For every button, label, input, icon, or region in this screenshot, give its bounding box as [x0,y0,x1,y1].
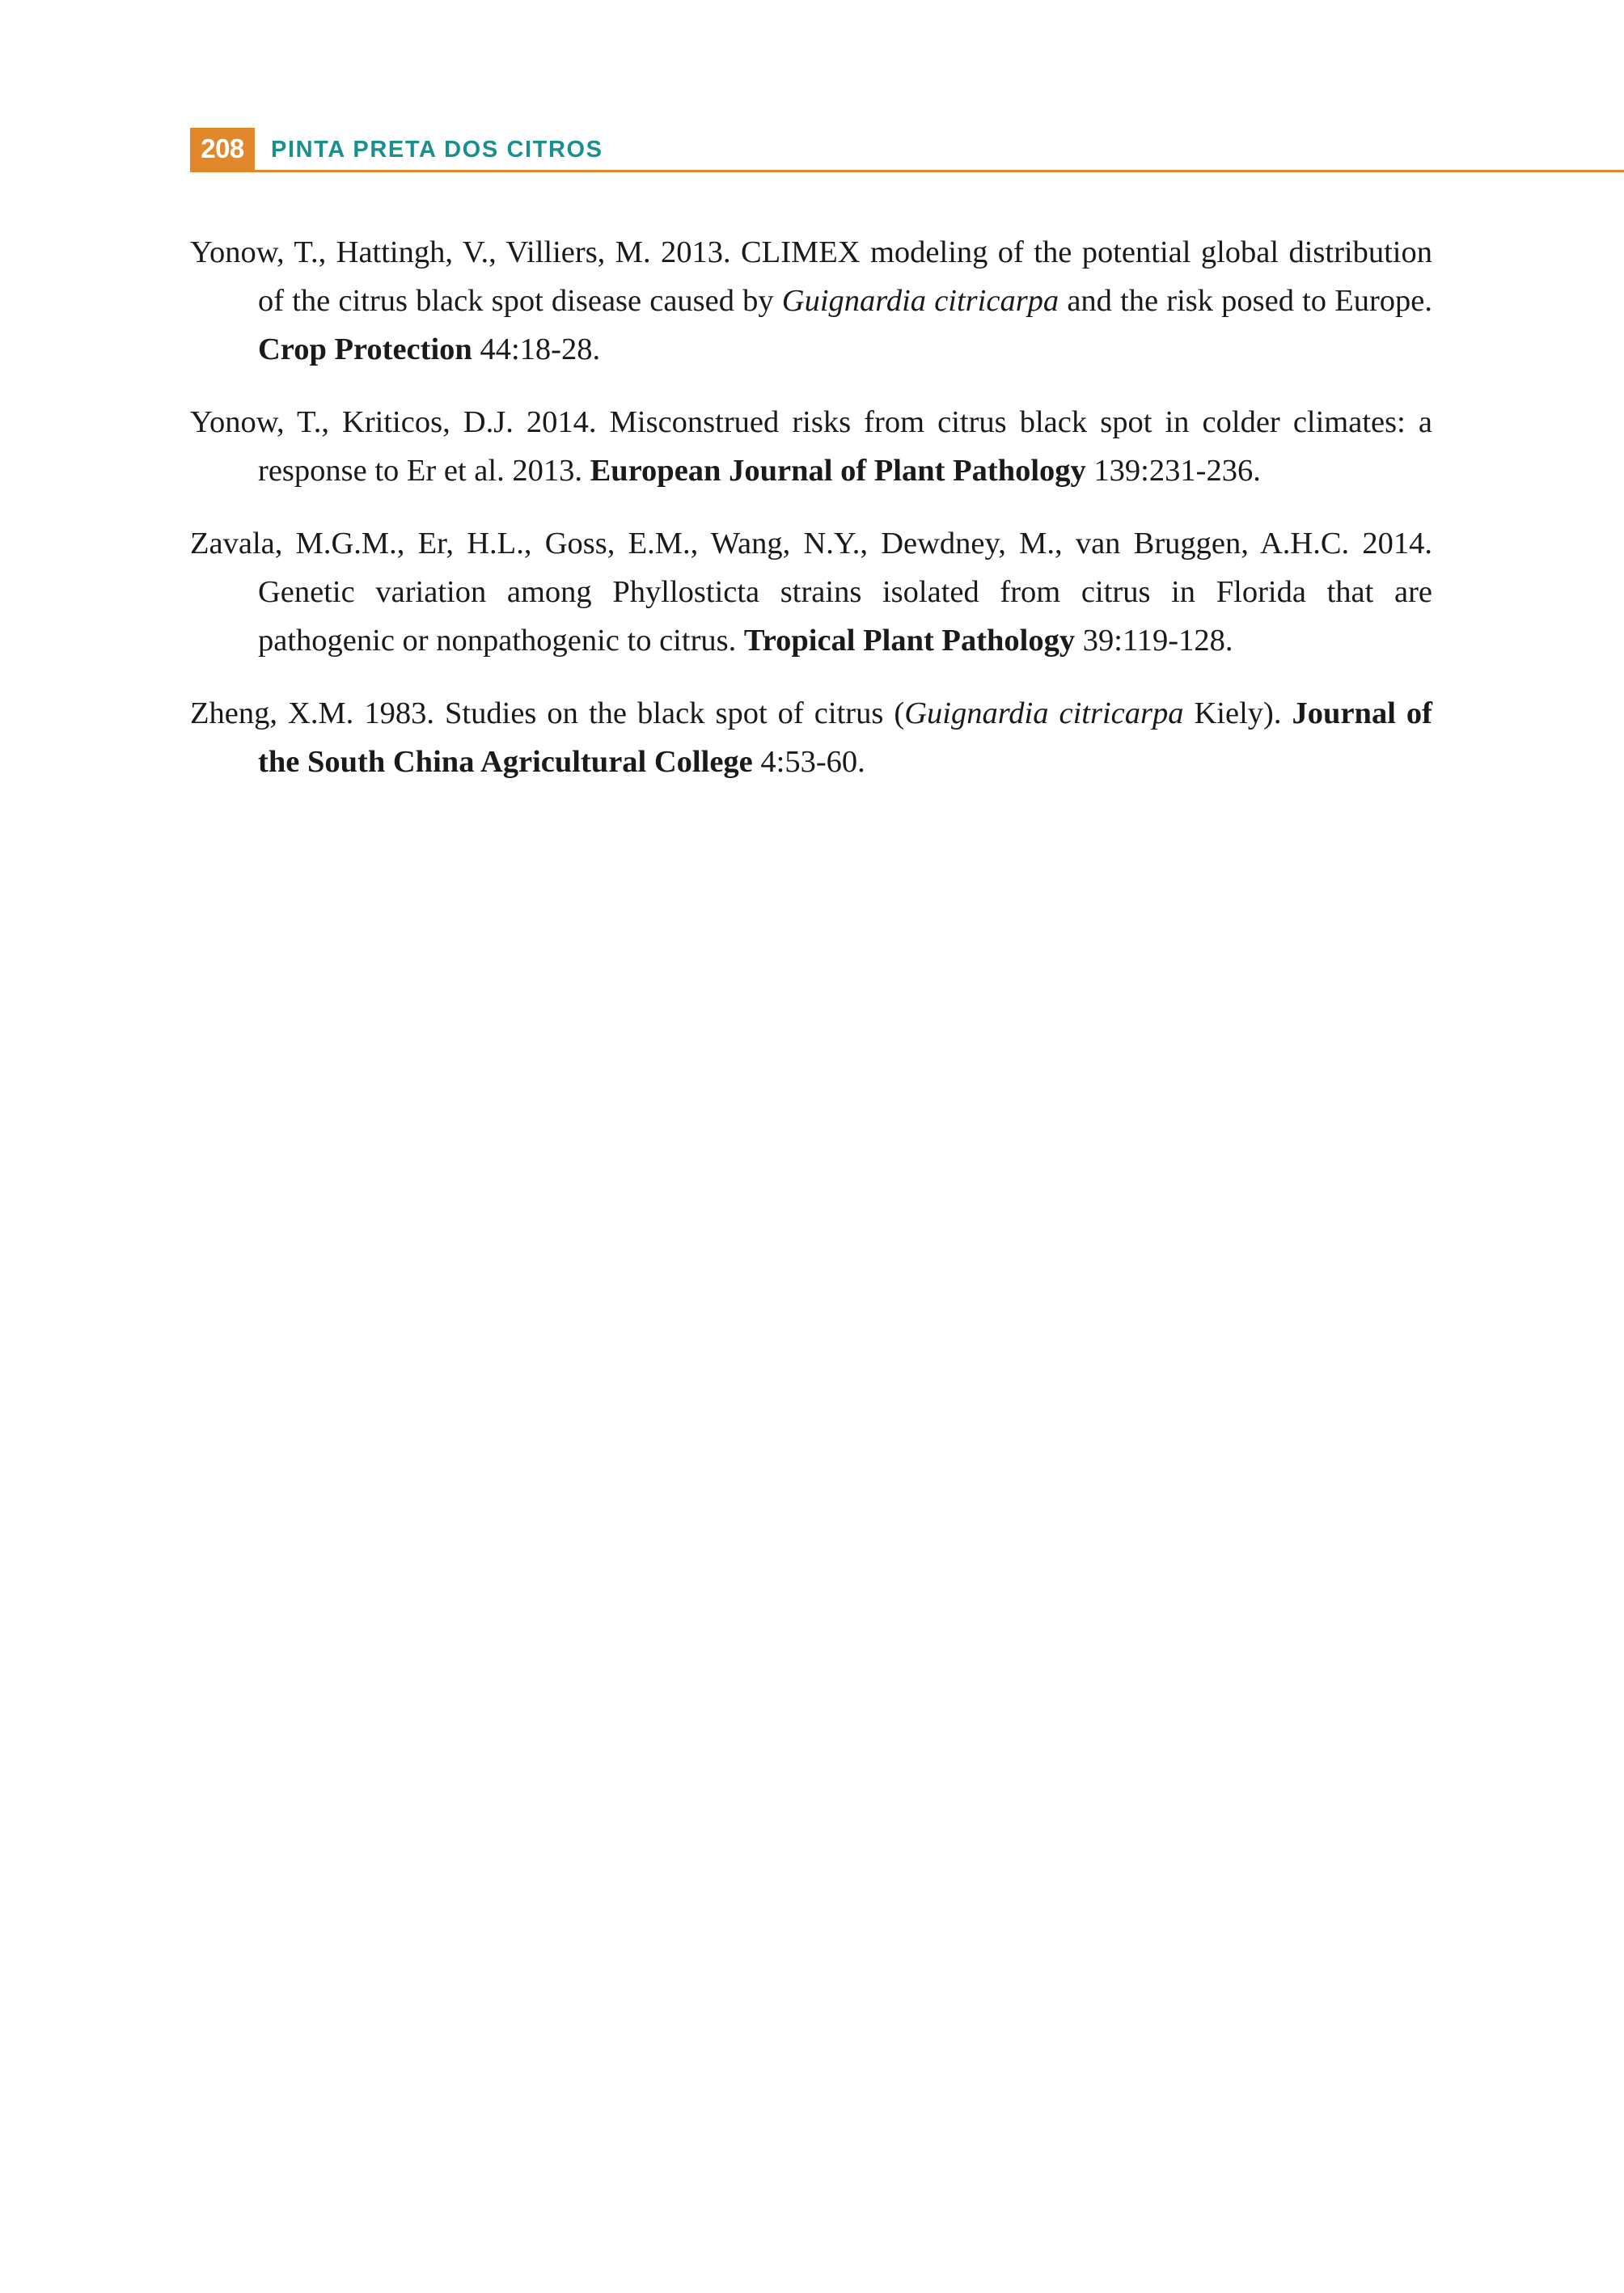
reference-text: Yonow, T., Kriticos, D.J. 2014. Misconstrued risks from citrus black spot in colder climates: a response to Er et al. 2013. [190,405,1432,488]
reference-yonow-2013 [190,228,1432,374]
reference-zavala-2014 [190,519,1432,665]
reference-yonow-2014 [190,398,1432,495]
reference-text: Zheng, X.M. 1983. Studies on the black spot of citrus ( [190,696,905,730]
reference-text: Yonow, T., Hattingh, V., Villiers, M. 2013. CLIMEX modeling of the potential global distribution of the citrus black spot disease caused by [190,235,1432,318]
reference-pages: 139:231-236. [1085,454,1261,488]
reference-pages: 44:18-28. [472,332,601,366]
reference-pages: 39:119-128. [1075,624,1233,658]
reference-text: Kiely). [1183,696,1292,730]
journal-name: Crop Protection [258,332,472,366]
journal-name: Journal of the South China Agricultural College [258,696,1433,779]
reference-list [190,228,1432,810]
reference-pages: 4:53-60. [752,745,865,779]
running-header [190,128,1624,172]
reference-zheng-1983 [190,689,1432,786]
species-name: Guignardia citricarpa [781,284,1059,318]
reference-text: and the risk posed to Europe. [1059,284,1433,318]
page-number: 208 [190,128,255,170]
journal-name: European Journal of Plant Pathology [590,454,1086,488]
section-title: PINTA PRETA DOS CITROS [271,137,603,163]
journal-name: Tropical Plant Pathology [743,624,1076,658]
reference-text: Zavala, M.G.M., Er, H.L., Goss, E.M., Wang, N.Y., Dewdney, M., van Bruggen, A.H.C. 2014. Genetic variation among Phyllosticta strains isolated from citrus in Florida that are pathogenic or nonpathogenic to citrus. [190,527,1432,658]
species-name: Guignardia citricarpa [904,696,1184,730]
